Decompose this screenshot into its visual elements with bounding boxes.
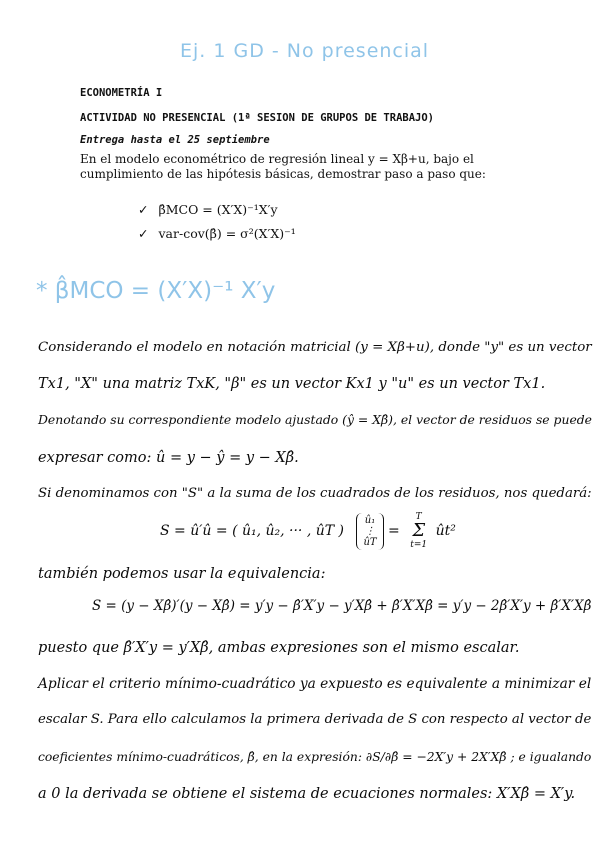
note-line: Denotando su correspondiente modelo ajustado (ŷ = Xβ̂), el vector de residuos se puede <box>38 413 593 427</box>
note-line: Aplicar el criterio mínimo-cuadrático ya expuesto es equivalente a minimizar el <box>38 676 592 692</box>
note-line: coeficientes mínimo-cuadráticos, β̂, en la expresión: ∂S/∂β̂ = −2X′y + 2X′Xβ̂ ; e igualando <box>38 750 592 764</box>
deadline-text: Entrega hasta el 25 septiembre <box>80 134 270 146</box>
bullet-varcov <box>138 226 296 241</box>
note-line: Tx1, "X" una matriz TxK, "β" es un vector Kx1 y "u" es un vector Tx1. <box>38 376 546 392</box>
bullet-estimator <box>138 202 278 217</box>
course-title: ECONOMETRÍA I <box>80 87 163 99</box>
summation-symbol: T Σ t=1 <box>410 512 428 550</box>
residual-vector: û₁ ⋮ ûT <box>356 513 383 550</box>
check-icon: ✓ <box>138 226 149 241</box>
equation-equals: = <box>388 523 405 539</box>
summation-term: ût² <box>435 523 456 539</box>
activity-title: ACTIVIDAD NO PRESENCIAL (1ª SESION DE GRUPOS DE TRABAJO) <box>80 112 435 124</box>
equation-lhs: S = û′û = ( û₁, û₂, ··· , ûT ) <box>160 523 345 539</box>
note-line: puesto que β̂′X′y = y′Xβ̂, ambas expresiones son el mismo escalar. <box>38 640 520 656</box>
handwritten-title: Ej. 1 GD - No presencial <box>180 40 430 62</box>
handwritten-heading: * β̂MCO = (X′X)⁻¹ X′y <box>36 278 276 304</box>
note-line: escalar S. Para ello calculamos la primera derivada de S con respecto al vector de <box>38 712 592 727</box>
bullet-text: var-cov(β̂) = σ²(X′X)⁻¹ <box>158 226 296 241</box>
note-line: expresar como: û = y − ŷ = y − Xβ̂. <box>38 450 299 466</box>
expanded-equation: S = (y − Xβ̂)′(y − Xβ̂) = y′y − β̂′X′y − y′Xβ̂ + β̂′X′Xβ̂ = y′y − 2β̂′X′y + β̂′X′Xβ̂ <box>92 598 592 614</box>
bullet-text: β̂MCO = (X′X)⁻¹X′y <box>158 202 278 217</box>
note-line: Considerando el modelo en notación matricial (y = Xβ+u), donde "y" es un vector <box>38 340 592 355</box>
sum-of-squares-equation <box>160 512 456 550</box>
note-line: Si denominamos con "S" a la suma de los cuadrados de los residuos, nos quedará: <box>38 486 592 501</box>
note-line: también podemos usar la equivalencia: <box>38 566 326 582</box>
note-line: a 0 la derivada se obtiene el sistema de ecuaciones normales: X′Xβ̂ = X′y. <box>38 786 576 802</box>
check-icon: ✓ <box>138 202 149 217</box>
intro-paragraph: En el modelo econométrico de regresión lineal y = Xβ+u, bajo el cumplimiento de las hipótesis básicas, demostrar paso a paso que: <box>80 152 486 181</box>
